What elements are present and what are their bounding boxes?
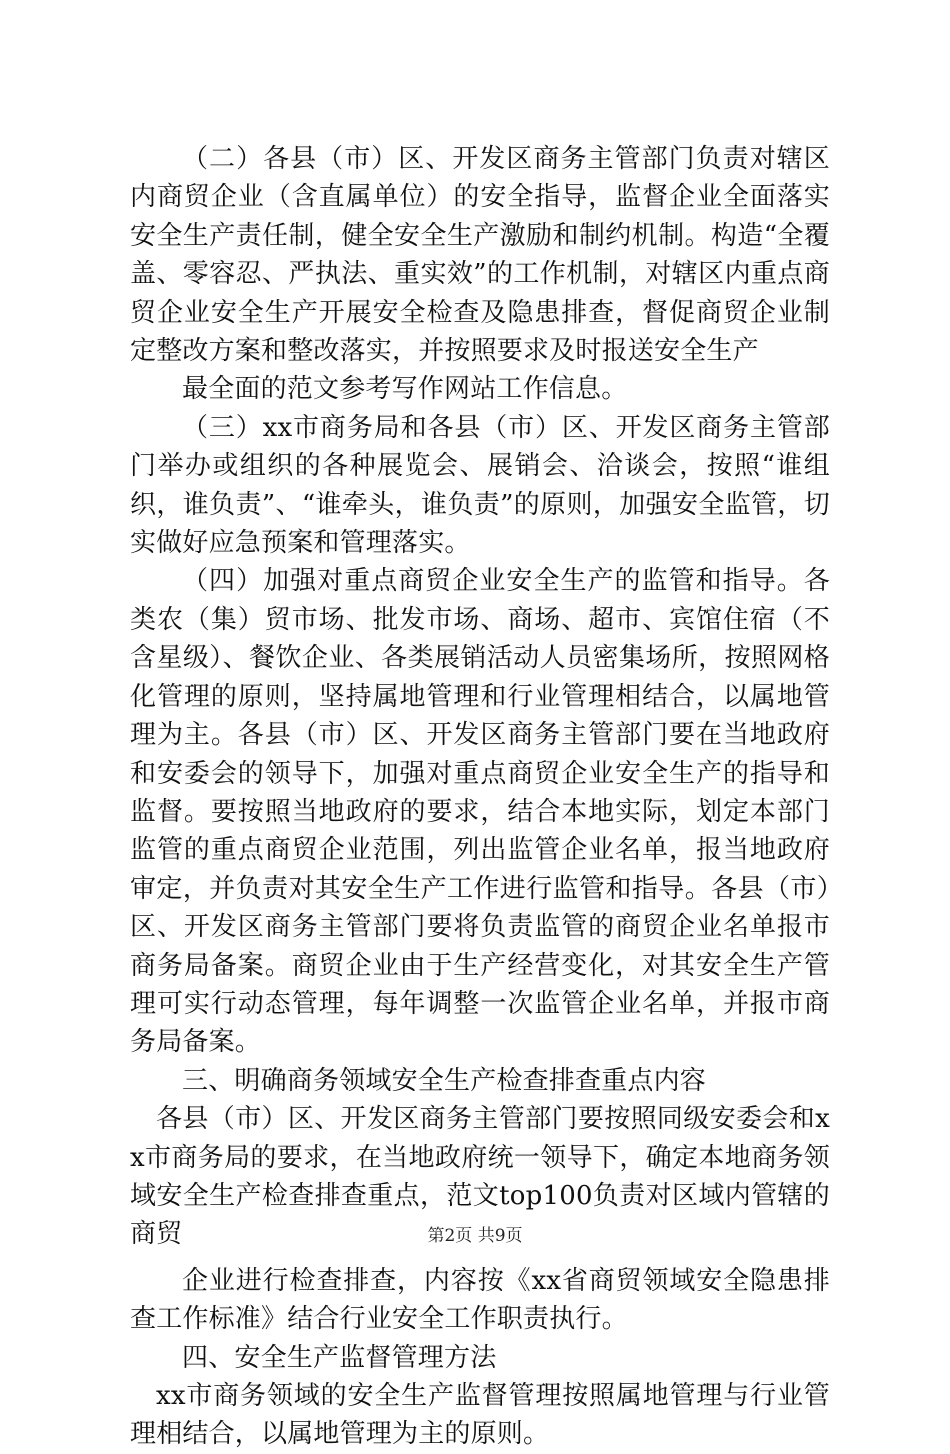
heading-section-3: 三、明确商务领域安全生产检查排查重点内容 [182,1065,707,1096]
paragraph-section-2-2: （二）各县（市）区、开发区商务主管部门负责对辖区内商贸企业（含直属单位）的安全指导，监督企业全面落实安全生产责任制，健全安全生产激励和制约机制。构造“全覆盖、零容忍、严执法、重实效”的工作机制，对辖区内重点商贸企业安全生产开展安全检查及隐患排查，督促商贸企业制定整改方案和整改落实，并按照要求及时报送安全生产 [130,144,830,367]
paragraph-section-3-continuation: 企业进行检查排查，内容按《xx省商贸领域安全隐患排查工作标准》结合行业安全工作职责执行。 [130,1265,830,1335]
paragraph-section-3-body: 各县（市）区、开发区商务主管部门要按照同级安委会和xx市商务局的要求，在当地政府统一领导下，确定本地商务领域安全生产检查排查重点，范文top100负责对区域内管辖的商贸 [130,1104,830,1250]
paragraph-section-2-4: （四）加强对重点商贸企业安全生产的监管和指导。各类农（集）贸市场、批发市场、商场、超市、宾馆住宿（不含星级）、餐饮企业、各类展销活动人员密集场所，按照网格化管理的原则，坚持属地管理和行业管理相结合，以属地管理为主。各县（市）区、开发区商务主管部门要在当地政府和安委会的领导下，加强对重点商贸企业安全生产的指导和监督。要按照当地政府的要求，结合本地实际，划定本部门监管的重点商贸企业范围，列出监管企业名单，报当地政府审定，并负责对其安全生产工作进行监管和指导。各县（市）区、开发区商务主管部门要将负责监管的商贸企业名单报市商务局备案。商贸企业由于生产经营变化，对其安全生产管理可实行动态管理，每年调整一次监管企业名单，并报市商务局备案。 [130,566,830,1058]
page-number-footer: 第2页 共9页 [427,1226,523,1246]
paragraph-continuation-note: 最全面的范文参考写作网站工作信息。 [182,374,628,405]
paragraph-section-2-3: （三）xx市商务局和各县（市）区、开发区商务主管部门举办或组织的各种展览会、展销会、洽谈会，按照“谁组织，谁负责”、“谁牵头，谁负责”的原则，加强安全监管，切实做好应急预案和管理落实。 [130,412,830,559]
heading-section-4: 四、安全生产监督管理方法 [182,1342,497,1373]
paragraph-section-4-body: xx市商务领域的安全生产监督管理按照属地管理与行业管理相结合，以属地管理为主的原则。 [130,1381,830,1450]
document-body [130,140,830,1454]
